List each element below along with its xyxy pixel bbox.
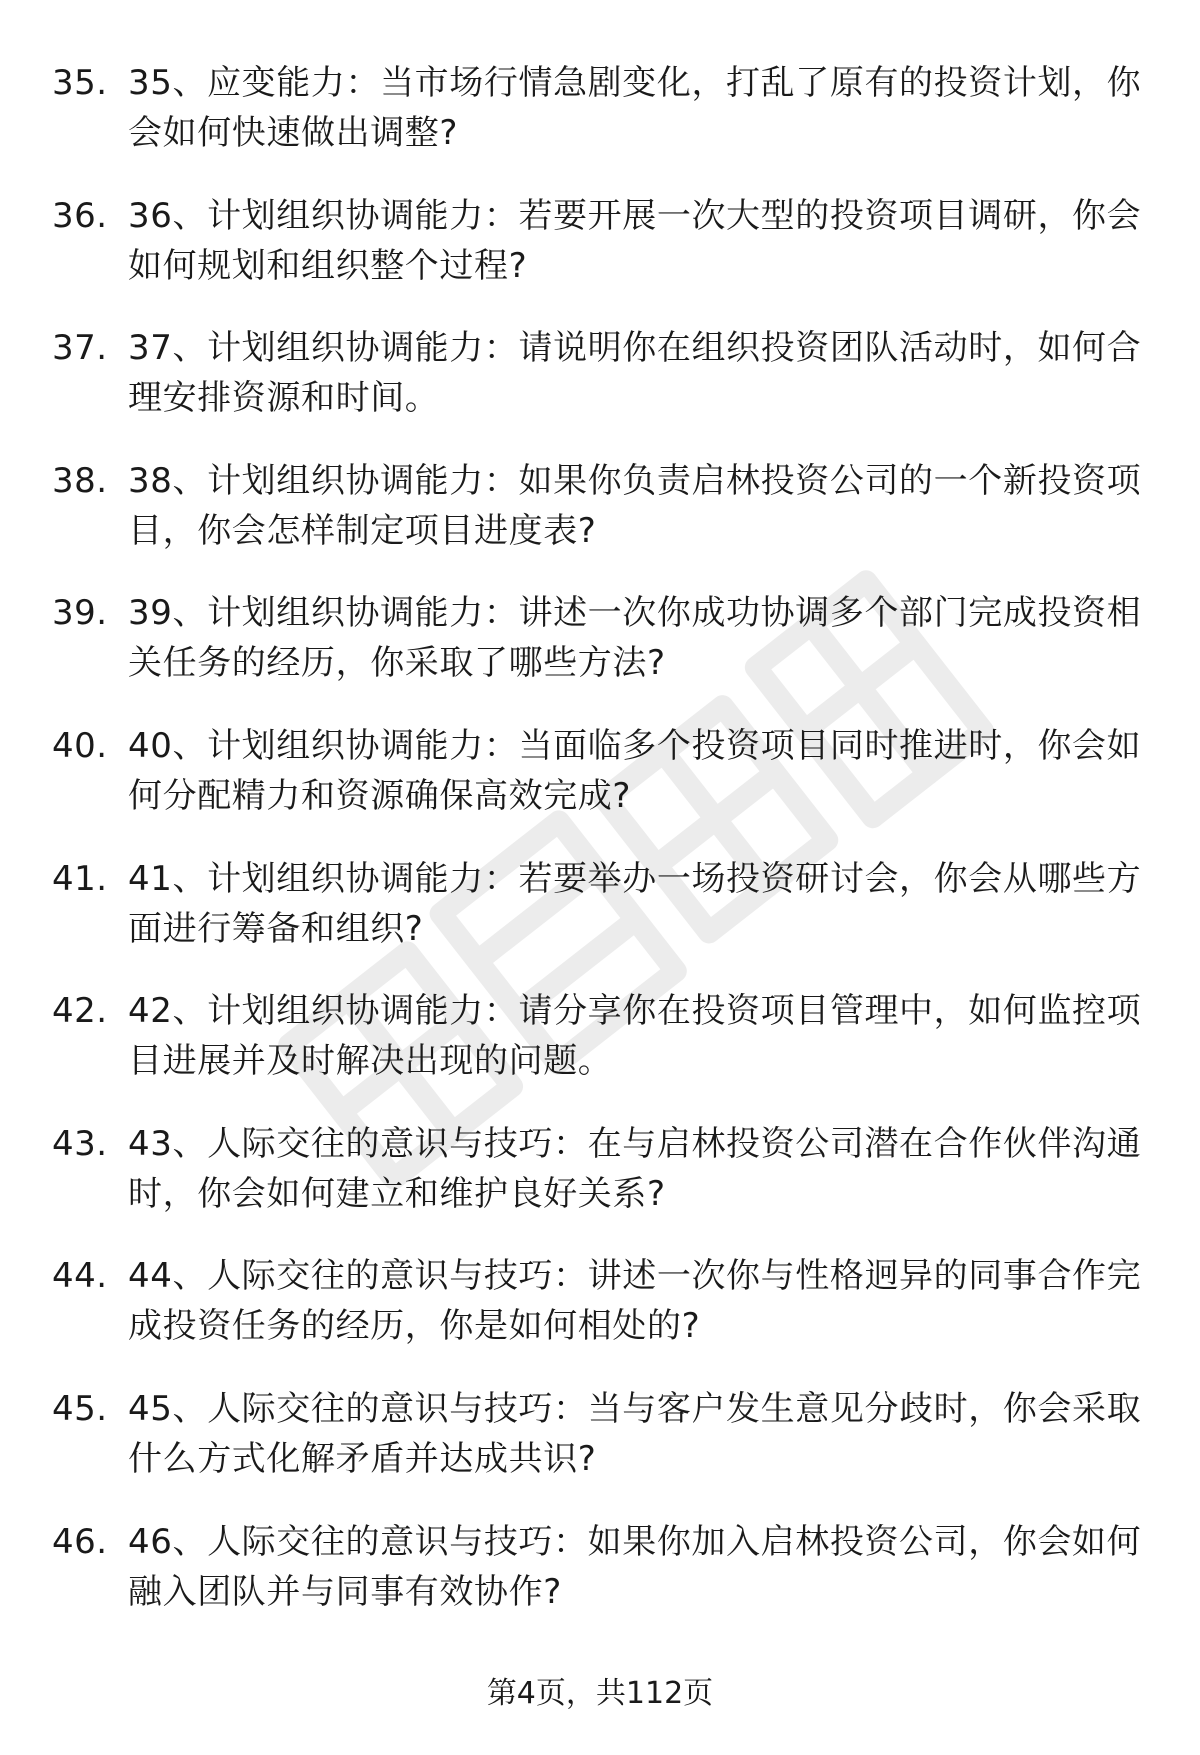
question-text: 37、计划组织协调能力：请说明你在组织投资团队活动时，如何合理安排资源和时间。 <box>128 328 1142 419</box>
list-item <box>0 854 1200 987</box>
question-text: 46、人际交往的意识与技巧：如果你加入启林投资公司，你会如何融入团队并与同事有效协作? <box>128 1521 1142 1612</box>
question-text: 43、人际交往的意识与技巧：在与启林投资公司潜在合作伙伴沟通时，你会如何建立和维护良好关系? <box>128 1123 1142 1214</box>
question-text: 36、计划组织协调能力：若要开展一次大型的投资项目调研，你会如何规划和组织整个过程? <box>128 195 1142 286</box>
page-footer: 第4页，共112页 <box>486 1676 714 1711</box>
question-number: 41. <box>52 858 108 899</box>
question-number: 39. <box>52 593 108 634</box>
question-text: 39、计划组织协调能力：讲述一次你成功协调多个部门完成投资相关任务的经历，你采取了哪些方法? <box>128 593 1142 684</box>
question-text: 44、人际交往的意识与技巧：讲述一次你与性格迥异的同事合作完成投资任务的经历，你是如何相处的? <box>128 1256 1142 1347</box>
question-number: 35. <box>52 63 108 103</box>
question-number: 36. <box>52 195 108 236</box>
question-text: 42、计划组织协调能力：请分享你在投资项目管理中，如何监控项目进展并及时解决出现的问题。 <box>128 991 1142 1082</box>
list-item <box>0 986 1200 1119</box>
list-item <box>0 191 1200 324</box>
list-item <box>0 323 1200 456</box>
list-item <box>0 1119 1200 1252</box>
question-number: 40. <box>52 725 108 766</box>
question-number: 44. <box>52 1256 108 1297</box>
question-text: 38、计划组织协调能力：如果你负责启林投资公司的一个新投资项目，你会怎样制定项目进度表? <box>128 460 1142 551</box>
list-item <box>0 588 1200 721</box>
question-text: 45、人际交往的意识与技巧：当与客户发生意见分歧时，你会采取什么方式化解矛盾并达成共识? <box>128 1388 1142 1479</box>
question-list <box>0 58 1200 1649</box>
list-item <box>0 58 1200 191</box>
list-item <box>0 1251 1200 1384</box>
question-number: 43. <box>52 1123 108 1164</box>
list-item <box>0 1384 1200 1517</box>
question-number: 45. <box>52 1388 108 1429</box>
question-text: 35、应变能力：当市场行情急剧变化，打乱了原有的投资计划，你会如何快速做出调整? <box>128 63 1142 153</box>
list-item <box>0 1517 1200 1650</box>
list-item <box>0 721 1200 854</box>
question-number: 37. <box>52 328 108 369</box>
question-text: 41、计划组织协调能力：若要举办一场投资研讨会，你会从哪些方面进行筹备和组织? <box>128 858 1142 949</box>
list-item <box>0 456 1200 589</box>
question-number: 38. <box>52 460 108 501</box>
question-number: 46. <box>52 1521 108 1562</box>
question-text: 40、计划组织协调能力：当面临多个投资项目同时推进时，你会如何分配精力和资源确保高效完成? <box>128 725 1142 816</box>
question-number: 42. <box>52 991 108 1032</box>
